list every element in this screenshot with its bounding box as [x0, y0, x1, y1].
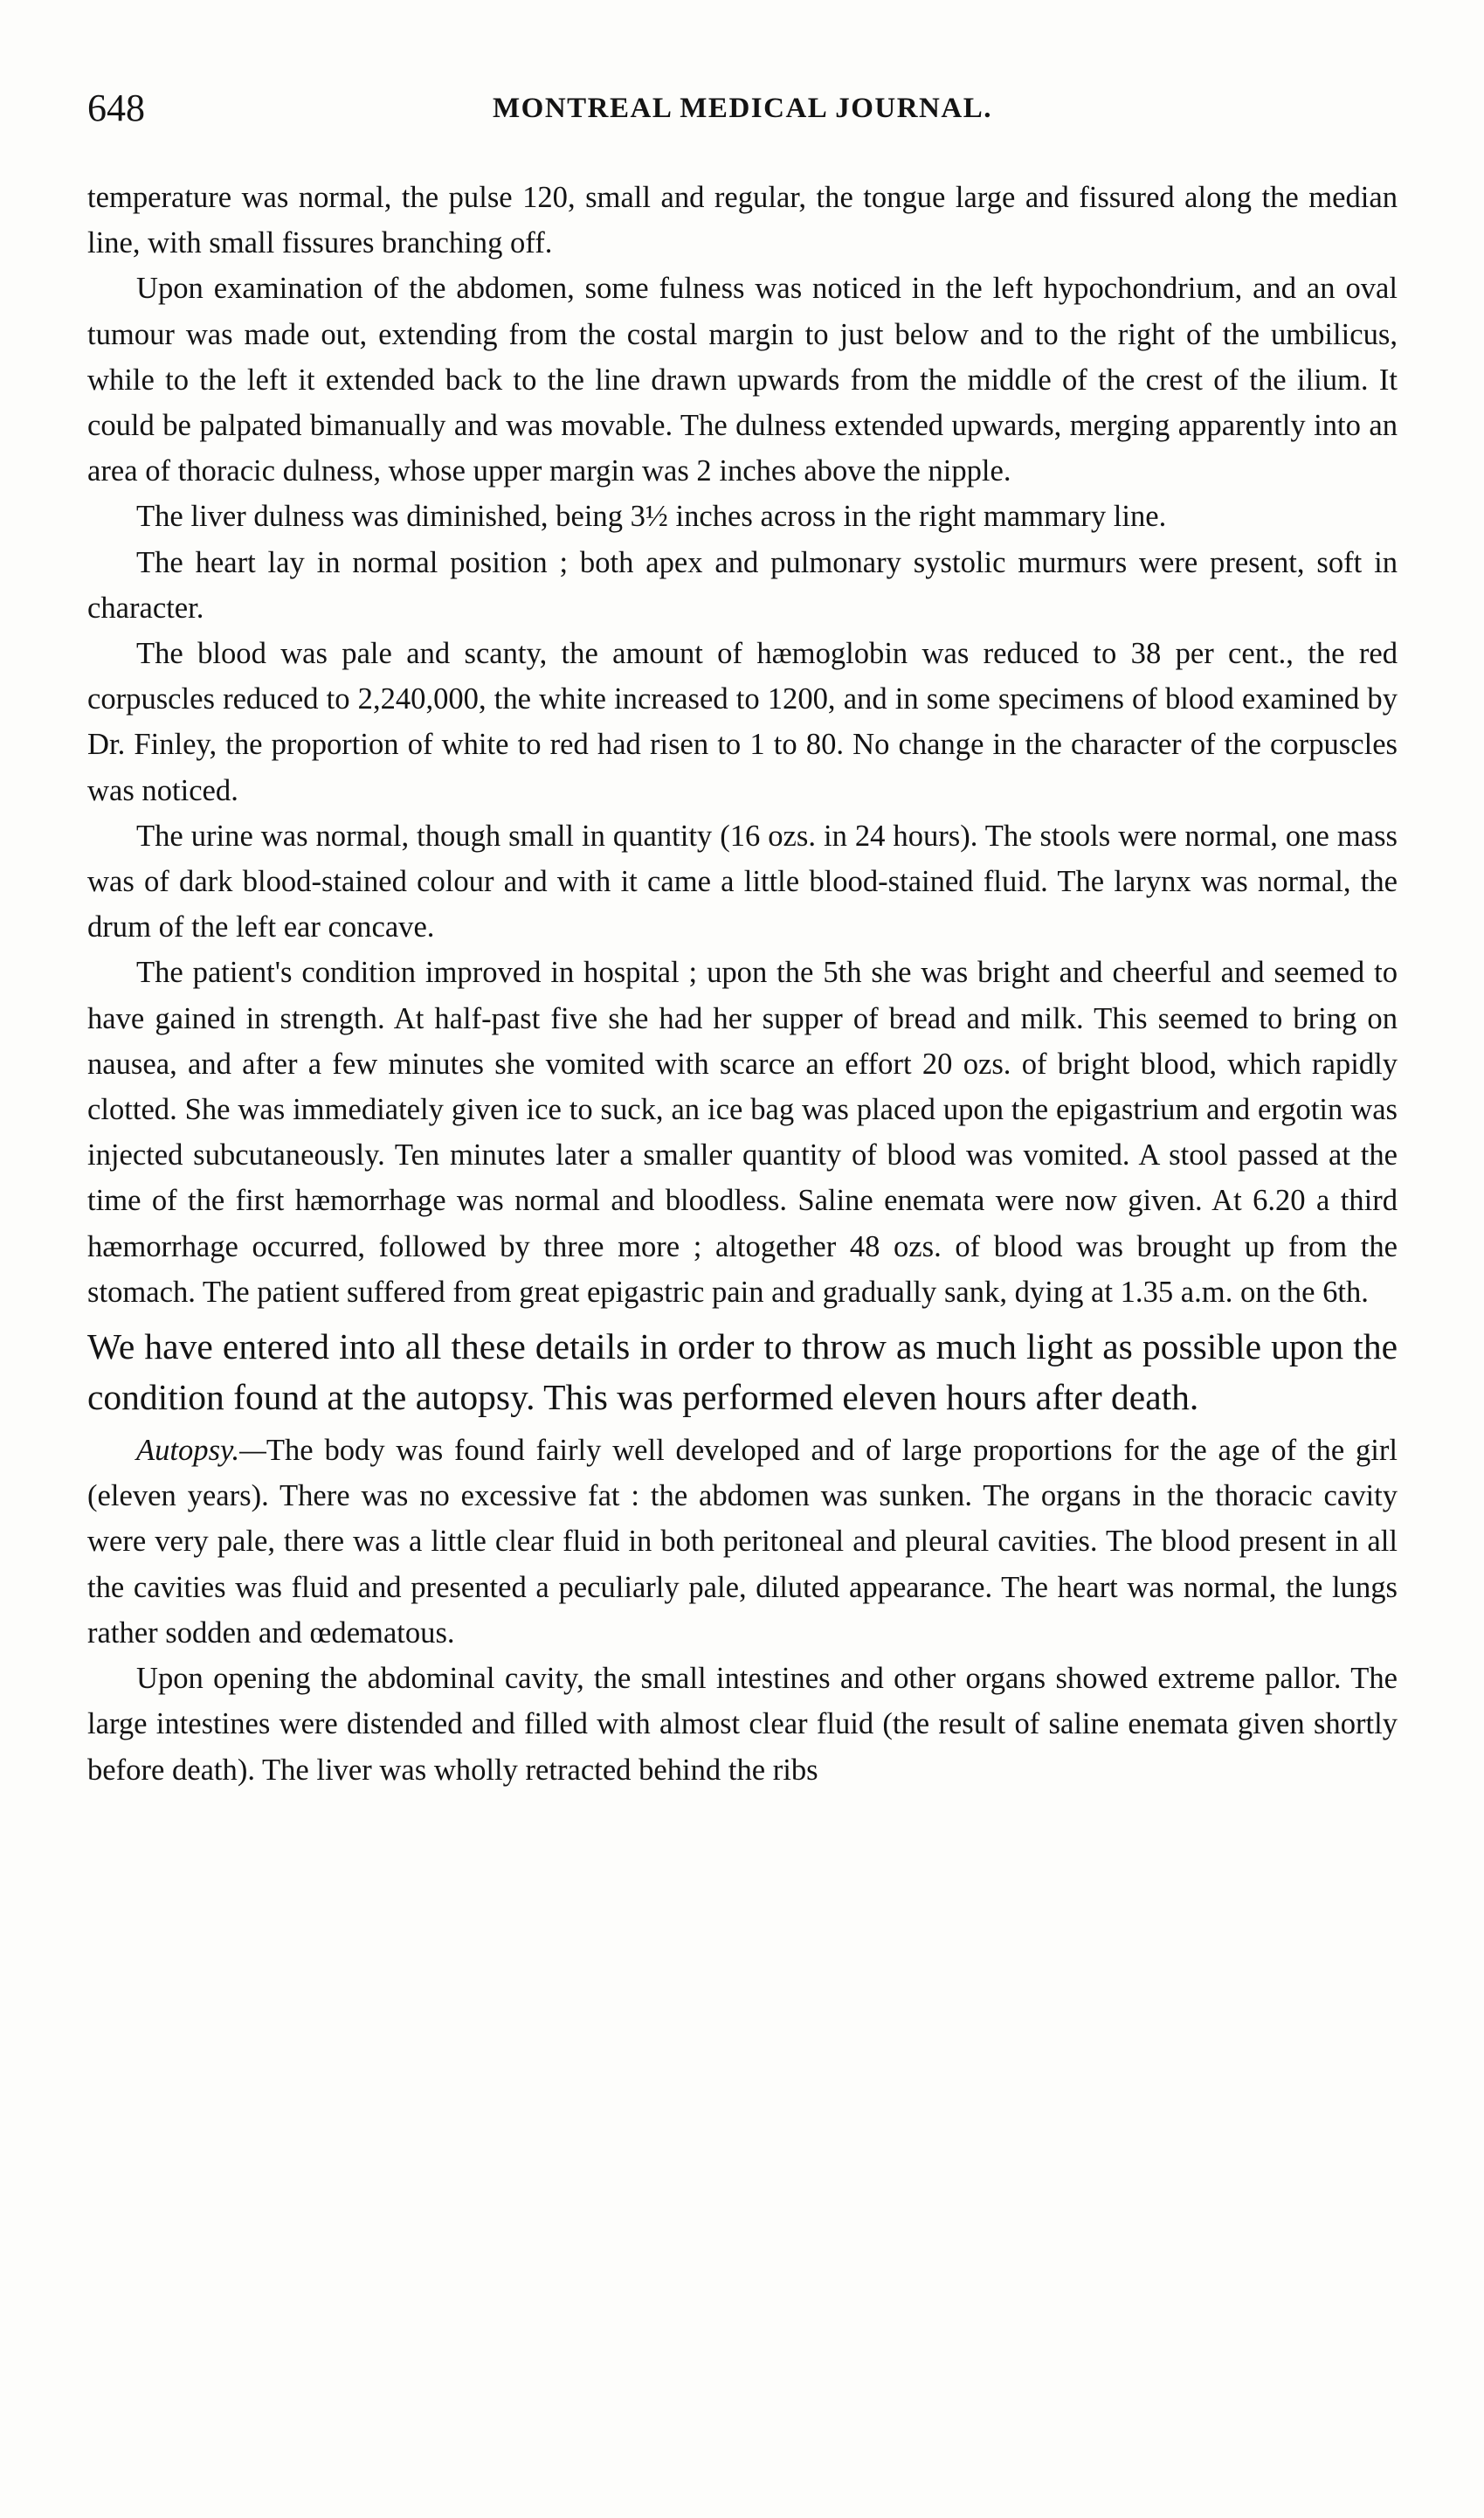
article-body	[87, 175, 1398, 1793]
paragraph-heart: The heart lay in normal position ; both apex and pulmonary systolic murmurs were present, soft in character.	[87, 545, 1398, 625]
paragraph-abdominal-cavity: Upon opening the abdominal cavity, the small intestines and other organs showed extreme pallor. The large intestines were distended and filled with almost clear fluid (the result of saline enemata given shortly before death). The liver was wholly retracted behind the ribs	[87, 1662, 1398, 1787]
running-head: MONTREAL MEDICAL JOURNAL.	[493, 93, 992, 124]
page-number: 648	[87, 86, 145, 129]
paragraph-abdomen: Upon examination of the abdomen, some fulness was noticed in the left hypochondrium, and an oval tumour was made out, extending from the costal margin to just below and to the right of the umbilicus, while to the left it extended back to the line drawn upwards from the middle of the crest of the ilium. It could be palpated bimanually and was movable. The dulness extended upwards, merging apparently into an area of thoracic dulness, whose upper margin was 2 inches above the nipple.	[87, 272, 1398, 488]
paragraph-autopsy	[87, 1428, 1398, 1656]
paragraph-blood: The blood was pale and scanty, the amount of hæmoglobin was reduced to 38 per cent., the red corpuscles reduced to 2,240,000, the white increased to 1200, and in some specimens of blood examined by Dr. Finley, the proportion of white to red had risen to 1 to 80. No change in the character of the corpuscles was noticed.	[87, 637, 1398, 807]
paragraph-condition: The patient's condition improved in hospital ; upon the 5th she was bright and cheerful and seemed to have gained in strength. At half-past five she had her supper of bread and milk. This seemed to bring on nausea, and after a few minutes she vomited with scarce an effort 20 ozs. of bright blood, which rapidly clotted. She was immediately given ice to suck, an ice bag was placed upon the epigastrium and ergotin was injected subcutaneously. Ten minutes later a smaller quantity of blood was vomited. A stool passed at the time of the first hæmorrhage was normal and bloodless. Saline enemata were now given. At 6.20 a third hæmorrhage occurred, followed by three more ; altogether 48 ozs. of blood was brought up from the stomach. The patient suffered from great epigastric pain and gradually sank, dying at 1.35 a.m. on the 6th.	[87, 956, 1398, 1309]
paragraph-details-note: We have entered into all these details in order to throw as much light as possible upon the condition found at the autopsy. This was performed eleven hours after death.	[87, 1326, 1398, 1417]
paragraph-liver: The liver dulness was diminished, being 3½ inches across in the right mammary line.	[136, 500, 1167, 534]
paragraph-urine: The urine was normal, though small in quantity (16 ozs. in 24 hours). The stools were normal, one mass was of dark blood-stained colour and with it came a little blood-stained fluid. The larynx was normal, the drum of the left ear concave.	[87, 819, 1398, 944]
autopsy-text: The body was found fairly well developed and of large proportions for the age of the girl (eleven years). There was no excessive fat : the abdomen was sunken. The organs in the thoracic cavity were very pale, there was a little clear fluid in both peritoneal and pleural cavities. The blood present in all the cavities was fluid and presented a peculiarly pale, diluted appearance. The heart was normal, the lungs rather sodden and œdematous.	[87, 1434, 1398, 1650]
paragraph-temperature: temperature was normal, the pulse 120, small and regular, the tongue large and fissured along the median line, with small fissures branching off.	[87, 181, 1398, 260]
page-header	[87, 84, 1398, 136]
autopsy-heading: Autopsy.—	[136, 1434, 266, 1468]
